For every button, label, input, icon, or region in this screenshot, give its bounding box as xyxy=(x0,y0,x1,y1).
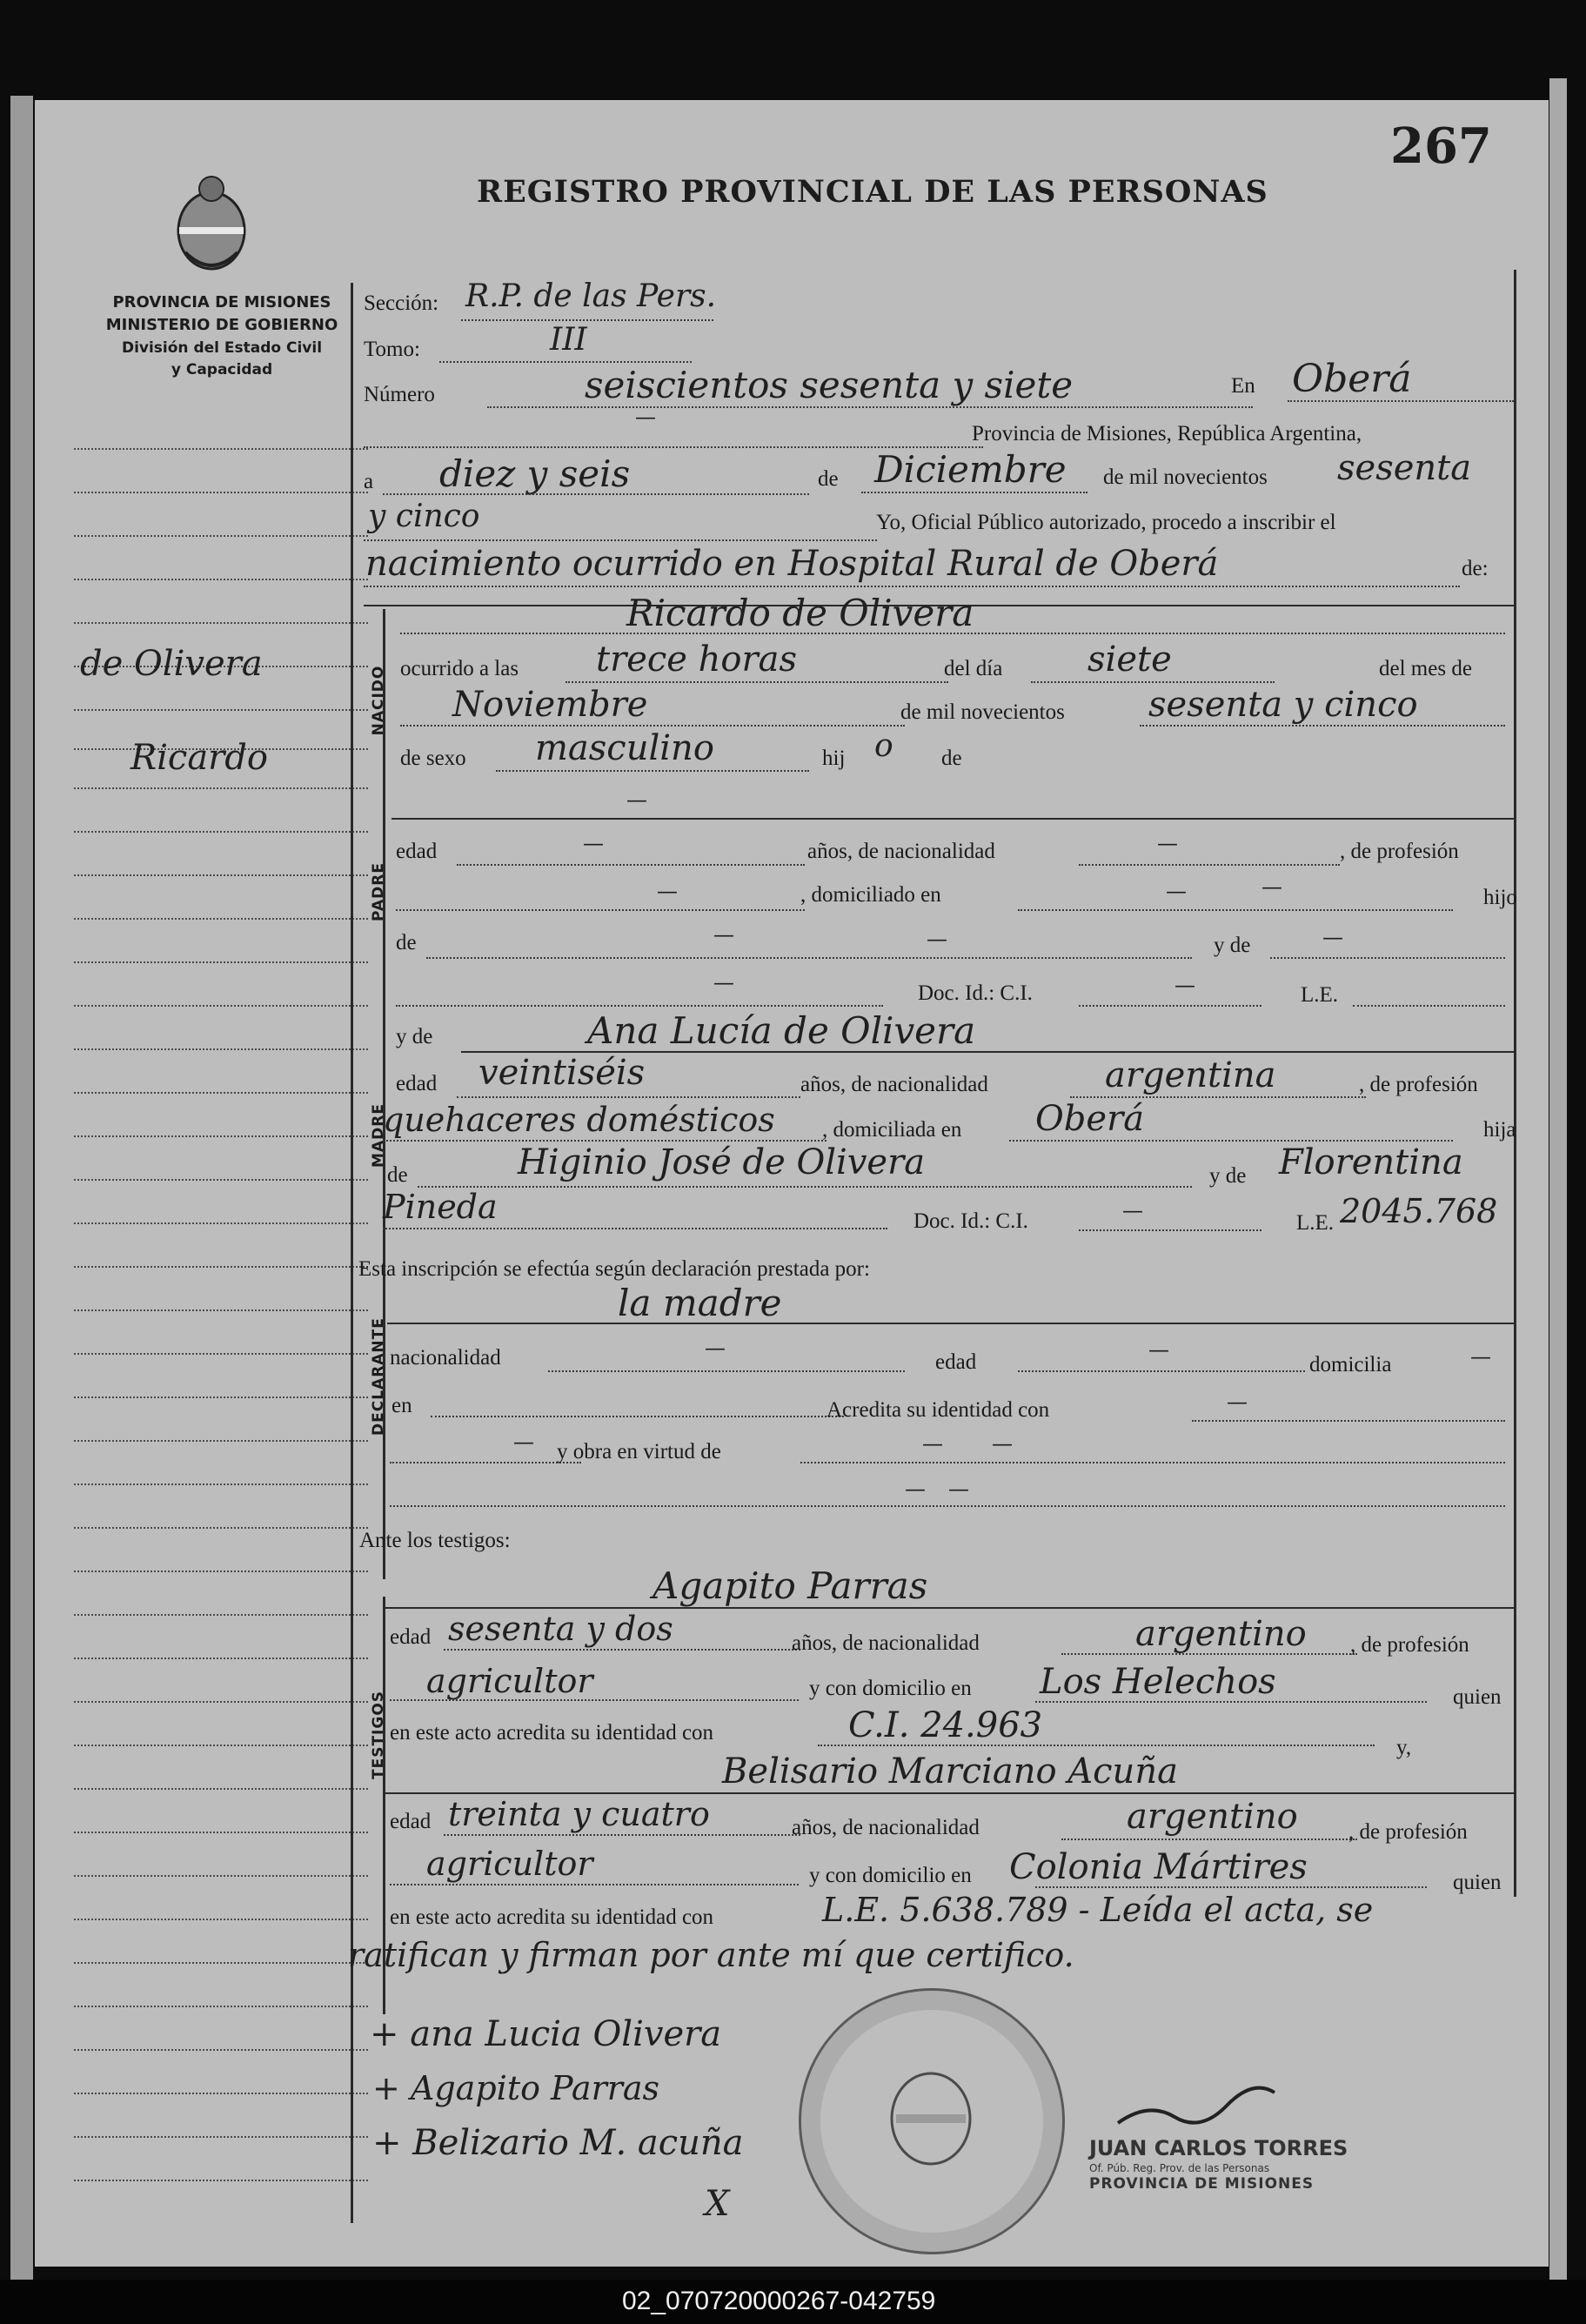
field-line xyxy=(461,319,713,321)
declarante-side-label: DECLARANTE xyxy=(370,1317,387,1436)
testigo2-name: Belisario Marciano Acuña xyxy=(722,1751,1178,1792)
field-line xyxy=(391,818,1514,820)
field-line xyxy=(548,1370,905,1372)
madre-hija-label: hija xyxy=(1483,1118,1516,1142)
signature-mark: X xyxy=(705,2184,730,2224)
sexo-label: de sexo xyxy=(400,747,466,770)
field-line xyxy=(1140,725,1505,727)
closing-text: ratifican y firman por ante mí que certifico. xyxy=(348,1936,1074,1974)
madre-le-label: L.E. xyxy=(1296,1211,1335,1235)
field-line xyxy=(457,1096,800,1098)
declarante-name: la madre xyxy=(618,1282,782,1324)
t2-dom: Colonia Mártires xyxy=(1009,1847,1308,1887)
dash: — xyxy=(927,927,947,951)
book-page-edge-left xyxy=(10,96,33,2288)
de-label-2: de: xyxy=(1462,557,1489,580)
dash: — xyxy=(905,1477,926,1501)
field-line xyxy=(1079,1005,1261,1007)
margin-rule xyxy=(74,1527,368,1529)
t1-nac: argentino xyxy=(1135,1614,1307,1654)
year-part-1: sesenta xyxy=(1337,448,1472,488)
office-line-4: y Capacidad xyxy=(171,361,273,378)
right-border xyxy=(1514,270,1516,1897)
declarante-acredita-label: Acredita su identidad con xyxy=(826,1398,1050,1422)
padre-hijo-label: hijo xyxy=(1483,886,1517,909)
margin-rule xyxy=(74,1658,368,1659)
dash: — xyxy=(1174,973,1195,997)
margin-rule xyxy=(74,831,368,833)
declarante-nacionalidad-label: nacionalidad xyxy=(390,1346,501,1370)
signature-testigo-2: + Belizario M. acuña xyxy=(372,2123,744,2163)
inscribe-text: nacimiento ocurrido en Hospital Rural de Oberá xyxy=(365,544,1219,584)
page-number: 267 xyxy=(1390,117,1492,175)
nacido-de-label: de xyxy=(941,747,962,770)
mes-value: Noviembre xyxy=(452,685,648,725)
madre-yde2-label: y de xyxy=(1209,1164,1247,1188)
field-line xyxy=(1079,864,1340,866)
field-line xyxy=(400,725,905,727)
field-line xyxy=(861,492,1087,493)
field-line xyxy=(390,1505,1505,1507)
madre-madre-1: Florentina xyxy=(1279,1142,1463,1182)
document-code: 02_070720000267-042759 xyxy=(622,2287,936,2315)
a-label: a xyxy=(364,470,374,493)
year-part-2: y cinco xyxy=(368,499,480,534)
declarante-domicilia-label: domicilia xyxy=(1309,1353,1392,1376)
declarante-edad-label: edad xyxy=(935,1350,977,1374)
margin-rule xyxy=(74,2093,368,2094)
madre-edad-label: edad xyxy=(396,1072,438,1095)
dash: — xyxy=(713,970,734,995)
field-line xyxy=(418,1186,1192,1188)
dash: — xyxy=(626,787,647,812)
margin-rule xyxy=(74,1701,368,1703)
margin-rule xyxy=(74,709,368,711)
official-province: PROVINCIA DE MISIONES xyxy=(1089,2175,1315,2193)
madre-padre: Higinio José de Olivera xyxy=(518,1142,926,1182)
dash: — xyxy=(1322,925,1343,949)
dia-value: siete xyxy=(1087,640,1172,680)
numero-label: Número xyxy=(364,383,435,406)
t1-edad: sesenta y dos xyxy=(448,1610,673,1648)
field-line xyxy=(1009,1140,1453,1142)
book-page-edge-right xyxy=(1549,78,1567,2288)
dash: — xyxy=(583,831,604,855)
margin-rule xyxy=(74,2049,368,2051)
field-line xyxy=(390,1884,799,1885)
dash: — xyxy=(657,879,678,903)
margin-rule xyxy=(74,622,368,624)
dia-label: del día xyxy=(944,657,1003,680)
margin-rule xyxy=(74,1222,368,1224)
madre-domiciliada-label: , domiciliada en xyxy=(822,1118,962,1142)
margin-rule xyxy=(74,1353,368,1355)
signature-madre: + ana Lucia Olivera xyxy=(370,2014,722,2054)
padre-anios-label: años, de nacionalidad xyxy=(807,840,995,863)
margin-rule xyxy=(74,1745,368,1746)
margin-rule xyxy=(74,1092,368,1094)
field-line xyxy=(1192,1420,1505,1422)
margin-rule xyxy=(74,874,368,876)
field-line xyxy=(496,770,809,772)
margin-rule xyxy=(74,1179,368,1181)
madre-anios-label: años, de nacionalidad xyxy=(800,1073,988,1096)
field-line xyxy=(387,1323,1514,1324)
madre-name: Ana Lucía de Olivera xyxy=(587,1009,976,1052)
field-line xyxy=(383,1607,1514,1609)
t1-anios-label: años, de nacionalidad xyxy=(792,1631,980,1655)
margin-rule xyxy=(74,1483,368,1485)
mil-label: de mil novecientos xyxy=(1103,465,1268,489)
padre-doc-label: Doc. Id.: C.I. xyxy=(918,981,1033,1005)
ocurrido-label: ocurrido a las xyxy=(400,657,519,680)
tomo-value: III xyxy=(550,322,587,358)
seccion-label: Sección: xyxy=(364,291,439,315)
field-line xyxy=(444,1834,800,1836)
dash: — xyxy=(1166,879,1187,903)
madre-le-value: 2045.768 xyxy=(1340,1192,1498,1230)
margin-rule xyxy=(74,918,368,920)
dash: — xyxy=(922,1431,943,1456)
margin-rule xyxy=(74,1048,368,1050)
madre-side-label: MADRE xyxy=(370,1103,387,1168)
provincia-text: Provincia de Misiones, República Argentina, xyxy=(972,422,1362,445)
office-line-3: División del Estado Civil xyxy=(121,339,323,357)
field-line xyxy=(383,493,809,495)
dash: — xyxy=(1261,874,1282,899)
field-line xyxy=(439,361,692,363)
t2-edad: treinta y cuatro xyxy=(448,1795,710,1833)
field-line xyxy=(383,1140,826,1142)
margin-rule xyxy=(74,1440,368,1442)
numero-value: seiscientos sesenta y siete xyxy=(585,364,1074,406)
page-title: REGISTRO PROVINCIAL DE LAS PERSONAS xyxy=(477,174,1268,210)
madre-ci-value: — xyxy=(1122,1198,1143,1222)
day-value: diez y seis xyxy=(439,452,631,495)
field-line xyxy=(426,957,1192,959)
field-line xyxy=(400,633,1505,634)
field-line xyxy=(800,1462,1505,1463)
anio-value: sesenta y cinco xyxy=(1148,685,1418,725)
t1-edad-label: edad xyxy=(390,1625,432,1649)
official-title: Of. Púb. Reg. Prov. de las Personas xyxy=(1089,2162,1270,2174)
margin-rule xyxy=(74,2136,368,2138)
t2-nac: argentino xyxy=(1127,1797,1298,1837)
margin-rule xyxy=(74,535,368,537)
t1-acredita-label: en este acto acredita su identidad con xyxy=(390,1721,714,1745)
testigos-intro: Ante los testigos: xyxy=(359,1529,511,1552)
hij-label: hij xyxy=(822,747,846,770)
dash: — xyxy=(513,1430,534,1454)
margin-rule xyxy=(74,1005,368,1007)
field-line xyxy=(1079,1229,1261,1231)
field-line xyxy=(390,1462,581,1463)
dash: — xyxy=(635,405,656,429)
office-line-1: PROVINCIA DE MISIONES xyxy=(112,293,331,311)
margin-rule xyxy=(74,1309,368,1311)
hij-value: o xyxy=(874,728,893,764)
field-line xyxy=(1018,1370,1305,1372)
field-line xyxy=(431,1416,844,1417)
footer-strip xyxy=(0,2280,1586,2324)
coat-of-arms-icon xyxy=(164,170,259,274)
margin-surname: de Olivera xyxy=(80,644,263,684)
field-line xyxy=(1061,1838,1357,1840)
margin-rule xyxy=(74,1919,368,1920)
madre-de-label: de xyxy=(387,1163,408,1187)
field-line xyxy=(1035,1701,1427,1703)
margin-rule xyxy=(74,1135,368,1137)
field-line xyxy=(1061,1653,1357,1655)
dash: — xyxy=(1157,831,1178,855)
madre-domicilio: Oberá xyxy=(1035,1099,1145,1139)
margin-rule xyxy=(74,1788,368,1790)
field-line xyxy=(364,539,877,541)
padre-de-label: de xyxy=(396,931,417,954)
declarante-obra-label: y obra en virtud de xyxy=(557,1440,721,1463)
nacido-name: Ricardo de Olivera xyxy=(626,592,974,634)
margin-rule xyxy=(74,787,368,789)
dash: — xyxy=(992,1431,1013,1456)
margin-rule xyxy=(74,2006,368,2007)
sexo-value: masculino xyxy=(535,728,714,768)
madre-nacionalidad: argentina xyxy=(1105,1055,1276,1095)
registry-page xyxy=(35,100,1549,2267)
nacido-side-label: NACIDO xyxy=(370,665,387,736)
seal-emblem-icon xyxy=(870,2066,992,2171)
margin-rule xyxy=(74,1266,368,1268)
madre-profesion: quehaceres domésticos xyxy=(383,1101,775,1139)
padre-edad-label: edad xyxy=(396,840,438,863)
seccion-value: R.P. de las Pers. xyxy=(465,278,717,314)
signature-testigo-1: + Agapito Parras xyxy=(372,2069,660,2107)
t1-dom: Los Helechos xyxy=(1040,1662,1276,1702)
field-line xyxy=(1270,957,1505,959)
margin-rule xyxy=(74,1832,368,1833)
dash: — xyxy=(705,1336,726,1360)
t1-prof: agricultor xyxy=(426,1662,593,1700)
dash: — xyxy=(713,922,734,947)
margin-rule xyxy=(74,579,368,580)
t2-anios-label: años, de nacionalidad xyxy=(792,1816,980,1839)
field-line xyxy=(396,909,805,911)
field-line xyxy=(444,1649,800,1651)
field-line xyxy=(1353,1005,1505,1007)
field-line xyxy=(1018,909,1453,911)
declarante-en-label: en xyxy=(391,1394,412,1417)
field-line xyxy=(396,1005,883,1007)
t2-quien-label: quien xyxy=(1453,1871,1502,1894)
field-line xyxy=(1070,1096,1366,1098)
field-line xyxy=(1035,1886,1427,1888)
madre-doc-label: Doc. Id.: C.I. xyxy=(913,1209,1028,1233)
field-line xyxy=(818,1745,1375,1746)
t2-domicilio-label: y con domicilio en xyxy=(809,1864,972,1887)
en-label: En xyxy=(1231,374,1255,398)
margin-rule xyxy=(74,1962,368,1964)
field-line xyxy=(390,1699,799,1701)
padre-domiciliado-label: , domiciliado en xyxy=(800,883,941,907)
margin-rule xyxy=(74,961,368,963)
field-line xyxy=(1031,681,1275,683)
field-line xyxy=(383,1228,887,1229)
office-line-2: MINISTERIO DE GOBIERNO xyxy=(105,316,338,334)
t2-edad-label: edad xyxy=(390,1810,432,1833)
t2-acredita-label: en este acto acredita su identidad con xyxy=(390,1905,714,1929)
yo-text: Yo, Oficial Público autorizado, procedo a inscribir el xyxy=(876,511,1336,534)
madre-edad: veintiséis xyxy=(478,1053,646,1093)
field-line xyxy=(1288,400,1514,402)
padre-yde-label: y de xyxy=(1214,934,1251,957)
margin-rule xyxy=(74,2180,368,2181)
margin-rule xyxy=(74,1396,368,1398)
hora-value: trece horas xyxy=(596,640,797,680)
t1-quien-label: quien xyxy=(1453,1685,1502,1709)
t2-profesion-label: , de profesión xyxy=(1348,1820,1468,1844)
t2-prof: agricultor xyxy=(426,1845,593,1883)
margin-rule xyxy=(74,1875,368,1877)
margin-rule xyxy=(74,492,368,493)
field-line xyxy=(487,406,1253,408)
madre-madre-2: Pineda xyxy=(383,1188,498,1226)
dash: — xyxy=(1148,1337,1169,1362)
dash: — xyxy=(1470,1344,1491,1369)
t1-y-label: y, xyxy=(1396,1736,1412,1759)
margin-rule xyxy=(74,1614,368,1616)
margin-rule xyxy=(74,448,368,450)
madre-profesion-label: , de profesión xyxy=(1359,1073,1478,1096)
tomo-label: Tomo: xyxy=(364,338,420,361)
official-signature-scribble xyxy=(1114,2075,1279,2136)
margin-divider xyxy=(351,283,353,2223)
mil-label-2: de mil novecientos xyxy=(900,700,1065,724)
dash: — xyxy=(1227,1390,1248,1414)
de-label: de xyxy=(818,467,839,491)
padre-le-label: L.E. xyxy=(1301,983,1339,1007)
t1-domicilio-label: y con domicilio en xyxy=(809,1677,972,1700)
padre-profesion-label: , de profesión xyxy=(1340,840,1459,863)
t1-id: C.I. 24.963 xyxy=(848,1705,1043,1745)
margin-given-name: Ricardo xyxy=(130,738,268,778)
field-line xyxy=(565,681,948,683)
field-line xyxy=(364,586,1460,587)
en-value: Oberá xyxy=(1292,357,1412,401)
official-name: JUAN CARLOS TORRES xyxy=(1089,2136,1348,2160)
testigo1-name: Agapito Parras xyxy=(652,1564,928,1607)
field-line xyxy=(457,864,805,866)
mes-label: del mes de xyxy=(1379,657,1472,680)
month-value: Diciembre xyxy=(874,448,1067,491)
field-line xyxy=(383,1792,1514,1794)
padre-side-label: PADRE xyxy=(370,862,387,921)
madre-yde-label: y de xyxy=(396,1025,433,1048)
margin-rule xyxy=(74,1571,368,1572)
testigos-side-label: TESTIGOS xyxy=(370,1690,387,1779)
declarante-intro: Esta inscripción se efectúa según declaración prestada por: xyxy=(358,1257,870,1281)
t2-id: L.E. 5.638.789 - Leída el acta, se xyxy=(822,1891,1374,1929)
dash: — xyxy=(948,1477,969,1501)
t1-profesion-label: , de profesión xyxy=(1350,1633,1469,1657)
